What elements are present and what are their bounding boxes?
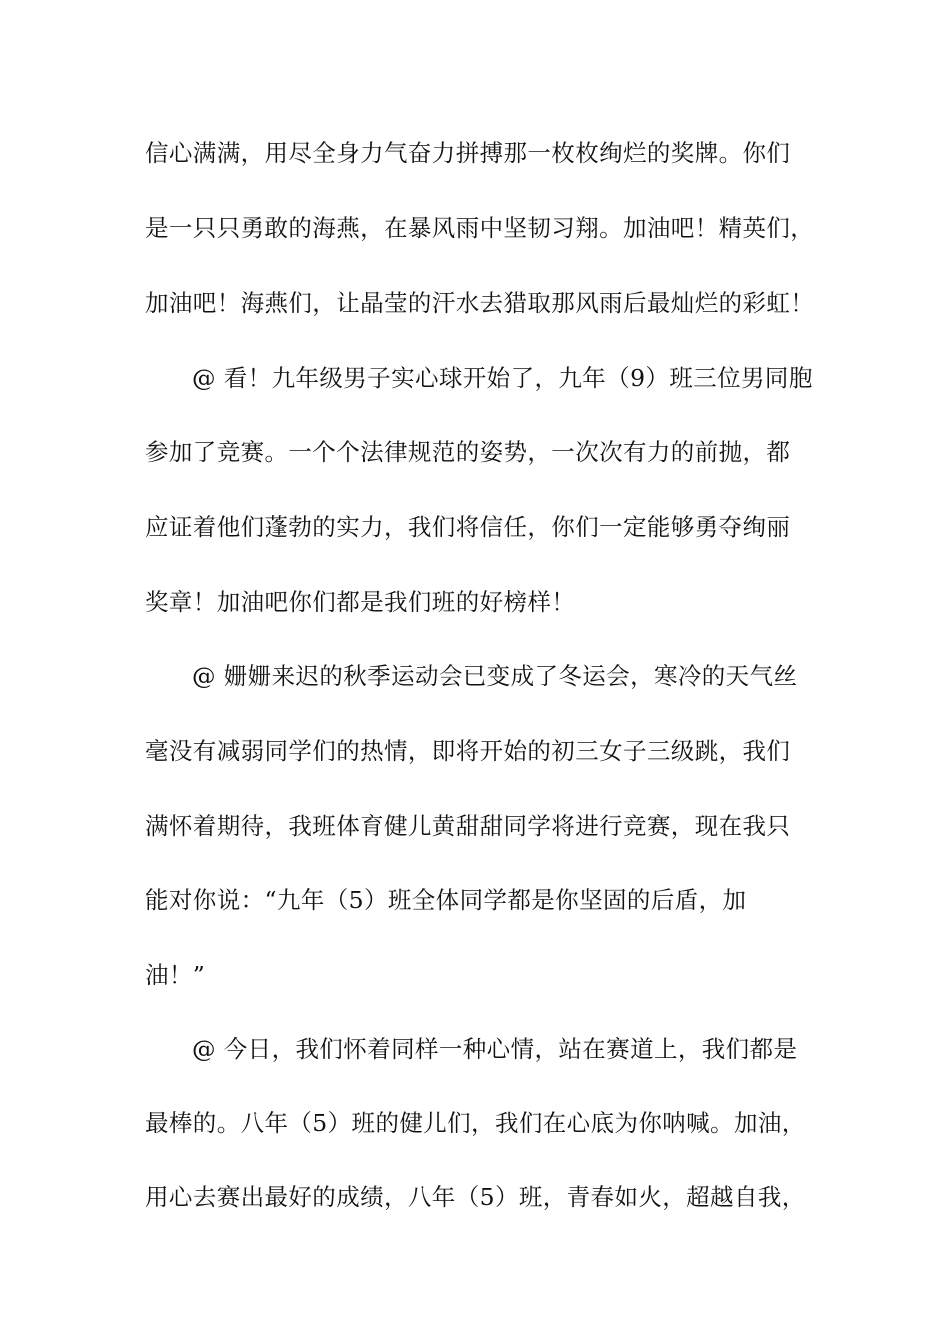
text-line: 油！” (145, 961, 206, 989)
text-line: 应证着他们蓬勃的实力，我们将信任，你们一定能够勇夺绚丽 (145, 513, 791, 541)
text-line: @ 今日，我们怀着同样一种心情，站在赛道上，我们都是 (192, 1035, 798, 1063)
text-line: 参加了竞赛。一个个法律规范的姿势，一次次有力的前抛，都 (145, 438, 791, 466)
text-line: @ 看！九年级男子实心球开始了，九年（9）班三位男同胞 (192, 364, 813, 392)
text-line: @ 姗姗来迟的秋季运动会已变成了冬运会，寒冷的天气丝 (192, 662, 798, 690)
text-line: 毫没有减弱同学们的热情，即将开始的初三女子三级跳，我们 (145, 737, 791, 765)
text-line: 信心满满，用尽全身力气奋力拼搏那一枚枚绚烂的奖牌。你们 (145, 139, 791, 167)
text-line: 满怀着期待，我班体育健儿黄甜甜同学将进行竞赛，现在我只 (145, 812, 791, 840)
text-line: 加油吧！海燕们，让晶莹的汗水去猎取那风雨后最灿烂的彩虹！ (145, 289, 815, 317)
text-line: 能对你说：“九年（5）班全体同学都是你坚固的后盾，加 (145, 886, 747, 914)
text-line: 用心去赛出最好的成绩，八年（5）班，青春如火，超越自我， (145, 1183, 806, 1211)
text-line: 最棒的。八年（5）班的健儿们，我们在心底为你呐喊。加油， (145, 1109, 806, 1137)
text-line: 是一只只勇敢的海燕，在暴风雨中坚韧习翔。加油吧！精英们， (145, 214, 815, 242)
text-line: 奖章！加油吧你们都是我们班的好榜样！ (145, 588, 576, 616)
